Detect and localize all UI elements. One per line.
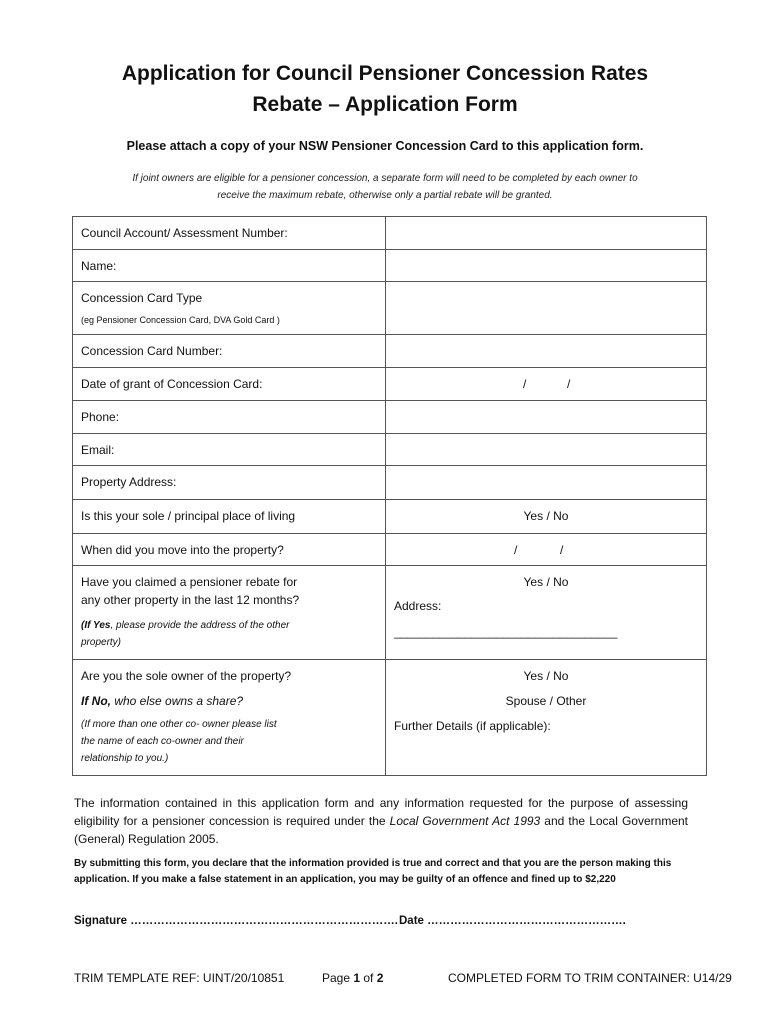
joint-note-line-2: receive the maximum rebate, otherwise only a partial rebate will be granted. [217, 190, 553, 201]
info-part-1: The information contained in this application form and any information requested for the purpose of assessing eligibility for a pensioner concession is required under the [74, 796, 688, 828]
row-phone [73, 401, 707, 434]
footer-page-number [322, 971, 383, 985]
property-address-label: Property Address: [81, 475, 177, 489]
row-sole-owner [73, 660, 707, 776]
joint-note-line-1: If joint owners are eligible for a pensioner concession, a separate form will need to be completed by each owner to [132, 173, 638, 184]
grant-date-field[interactable] [386, 368, 707, 401]
grant-date-slash-1: / [523, 377, 527, 391]
co-owner-hint-1: (If more than one other co- owner please list [81, 719, 277, 730]
co-owner-hint-3: relationship to you.) [81, 753, 169, 764]
claimed-address-label: Address: [394, 599, 442, 613]
footer-container: COMPLETED FORM TO TRIM CONTAINER: U14/29 [448, 971, 732, 985]
claimed-hint-bold: (If Yes [81, 620, 111, 631]
name-label: Name: [81, 259, 117, 273]
card-number-label: Concession Card Number: [81, 344, 223, 358]
declaration-statement: By submitting this form, you declare that the information provided is true and correct and that you are the person making this application. If you make a false statement in an application, you may be guilty of an offence and fined up to $2,220 [74, 858, 672, 885]
claimed-question-line-1: Have you claimed a pensioner rebate for [81, 575, 298, 589]
account-field[interactable] [386, 217, 707, 250]
sole-place-label: Is this your sole / principal place of living [81, 509, 296, 523]
account-label: Council Account/ Assessment Number: [81, 226, 288, 240]
page-total: 2 [376, 971, 384, 985]
claimed-hint [81, 617, 377, 651]
page-title [60, 58, 710, 120]
phone-field[interactable] [386, 401, 707, 434]
row-property-address [73, 466, 707, 500]
email-label: Email: [81, 443, 115, 457]
claimed-address-line[interactable]: ___________________________________ [394, 625, 618, 639]
move-in-slash-1: / [514, 543, 518, 557]
attach-card-note: Please attach a copy of your NSW Pensioner Concession Card to this application form. [126, 139, 644, 153]
if-no-bold: If No, [81, 694, 111, 708]
row-sole-place [73, 500, 707, 534]
card-number-field[interactable] [386, 335, 707, 368]
name-field[interactable] [386, 250, 707, 282]
page-of: of [360, 971, 377, 985]
email-field[interactable] [386, 434, 707, 466]
row-card-number [73, 335, 707, 368]
move-in-label: When did you move into the property? [81, 543, 284, 557]
if-no-question [81, 692, 377, 710]
property-address-field[interactable] [386, 466, 707, 500]
co-owner-hint-2: the name of each co-owner and their [81, 736, 244, 747]
grant-date-slash-2: / [567, 377, 571, 391]
card-type-field[interactable] [386, 282, 707, 335]
information-statement [74, 794, 688, 848]
row-move-in [73, 534, 707, 566]
row-name [73, 250, 707, 282]
footer-template-ref: TRIM TEMPLATE REF: UINT/20/10851 [74, 971, 285, 985]
further-details-label: Further Details (if applicable): [394, 719, 551, 733]
signature-field[interactable]: Signature ……………………………………………………………. [74, 915, 398, 927]
info-act: Local Government Act 1993 [389, 814, 541, 828]
claimed-question-line-2: any other property in the last 12 months? [81, 593, 300, 607]
move-in-field[interactable] [386, 534, 707, 566]
phone-label: Phone: [81, 410, 120, 424]
card-type-label: Concession Card Type [81, 291, 203, 305]
card-type-hint: (eg Pensioner Concession Card, DVA Gold Card ) [81, 315, 280, 325]
claimed-hint-rest-1: , please provide the address of the other [110, 620, 290, 631]
row-card-type [73, 282, 707, 335]
claimed-yes-no: Yes / No [523, 575, 569, 589]
grant-date-label: Date of grant of Concession Card: [81, 377, 263, 391]
sole-place-field[interactable] [386, 500, 707, 534]
co-owner-hint [81, 716, 377, 767]
row-account [73, 217, 707, 250]
row-grant-date [73, 368, 707, 401]
sole-place-yes-no: Yes / No [523, 509, 569, 523]
page-word: Page [322, 971, 354, 985]
date-field[interactable]: Date ……………………………………………. [399, 915, 626, 927]
row-claimed-rebate [73, 566, 707, 660]
sole-owner-field[interactable] [386, 660, 707, 776]
title-line-2: Rebate – Application Form [252, 93, 518, 116]
info-part-2: and the Local Government (General) Regulation 2005. [74, 814, 688, 846]
claimed-hint-rest-2: property) [81, 637, 122, 648]
sole-owner-label: Are you the sole owner of the property? [81, 669, 292, 683]
page-num: 1 [353, 971, 361, 985]
application-form-table [72, 216, 707, 776]
spouse-other: Spouse / Other [505, 694, 587, 708]
if-no-rest: who else owns a share? [111, 694, 244, 708]
joint-owners-note [70, 170, 700, 204]
move-in-slash-2: / [560, 543, 564, 557]
title-line-1: Application for Council Pensioner Concession Rates [121, 62, 649, 85]
row-email [73, 434, 707, 466]
claimed-rebate-field[interactable] [386, 566, 707, 660]
sole-owner-yes-no: Yes / No [523, 669, 569, 683]
